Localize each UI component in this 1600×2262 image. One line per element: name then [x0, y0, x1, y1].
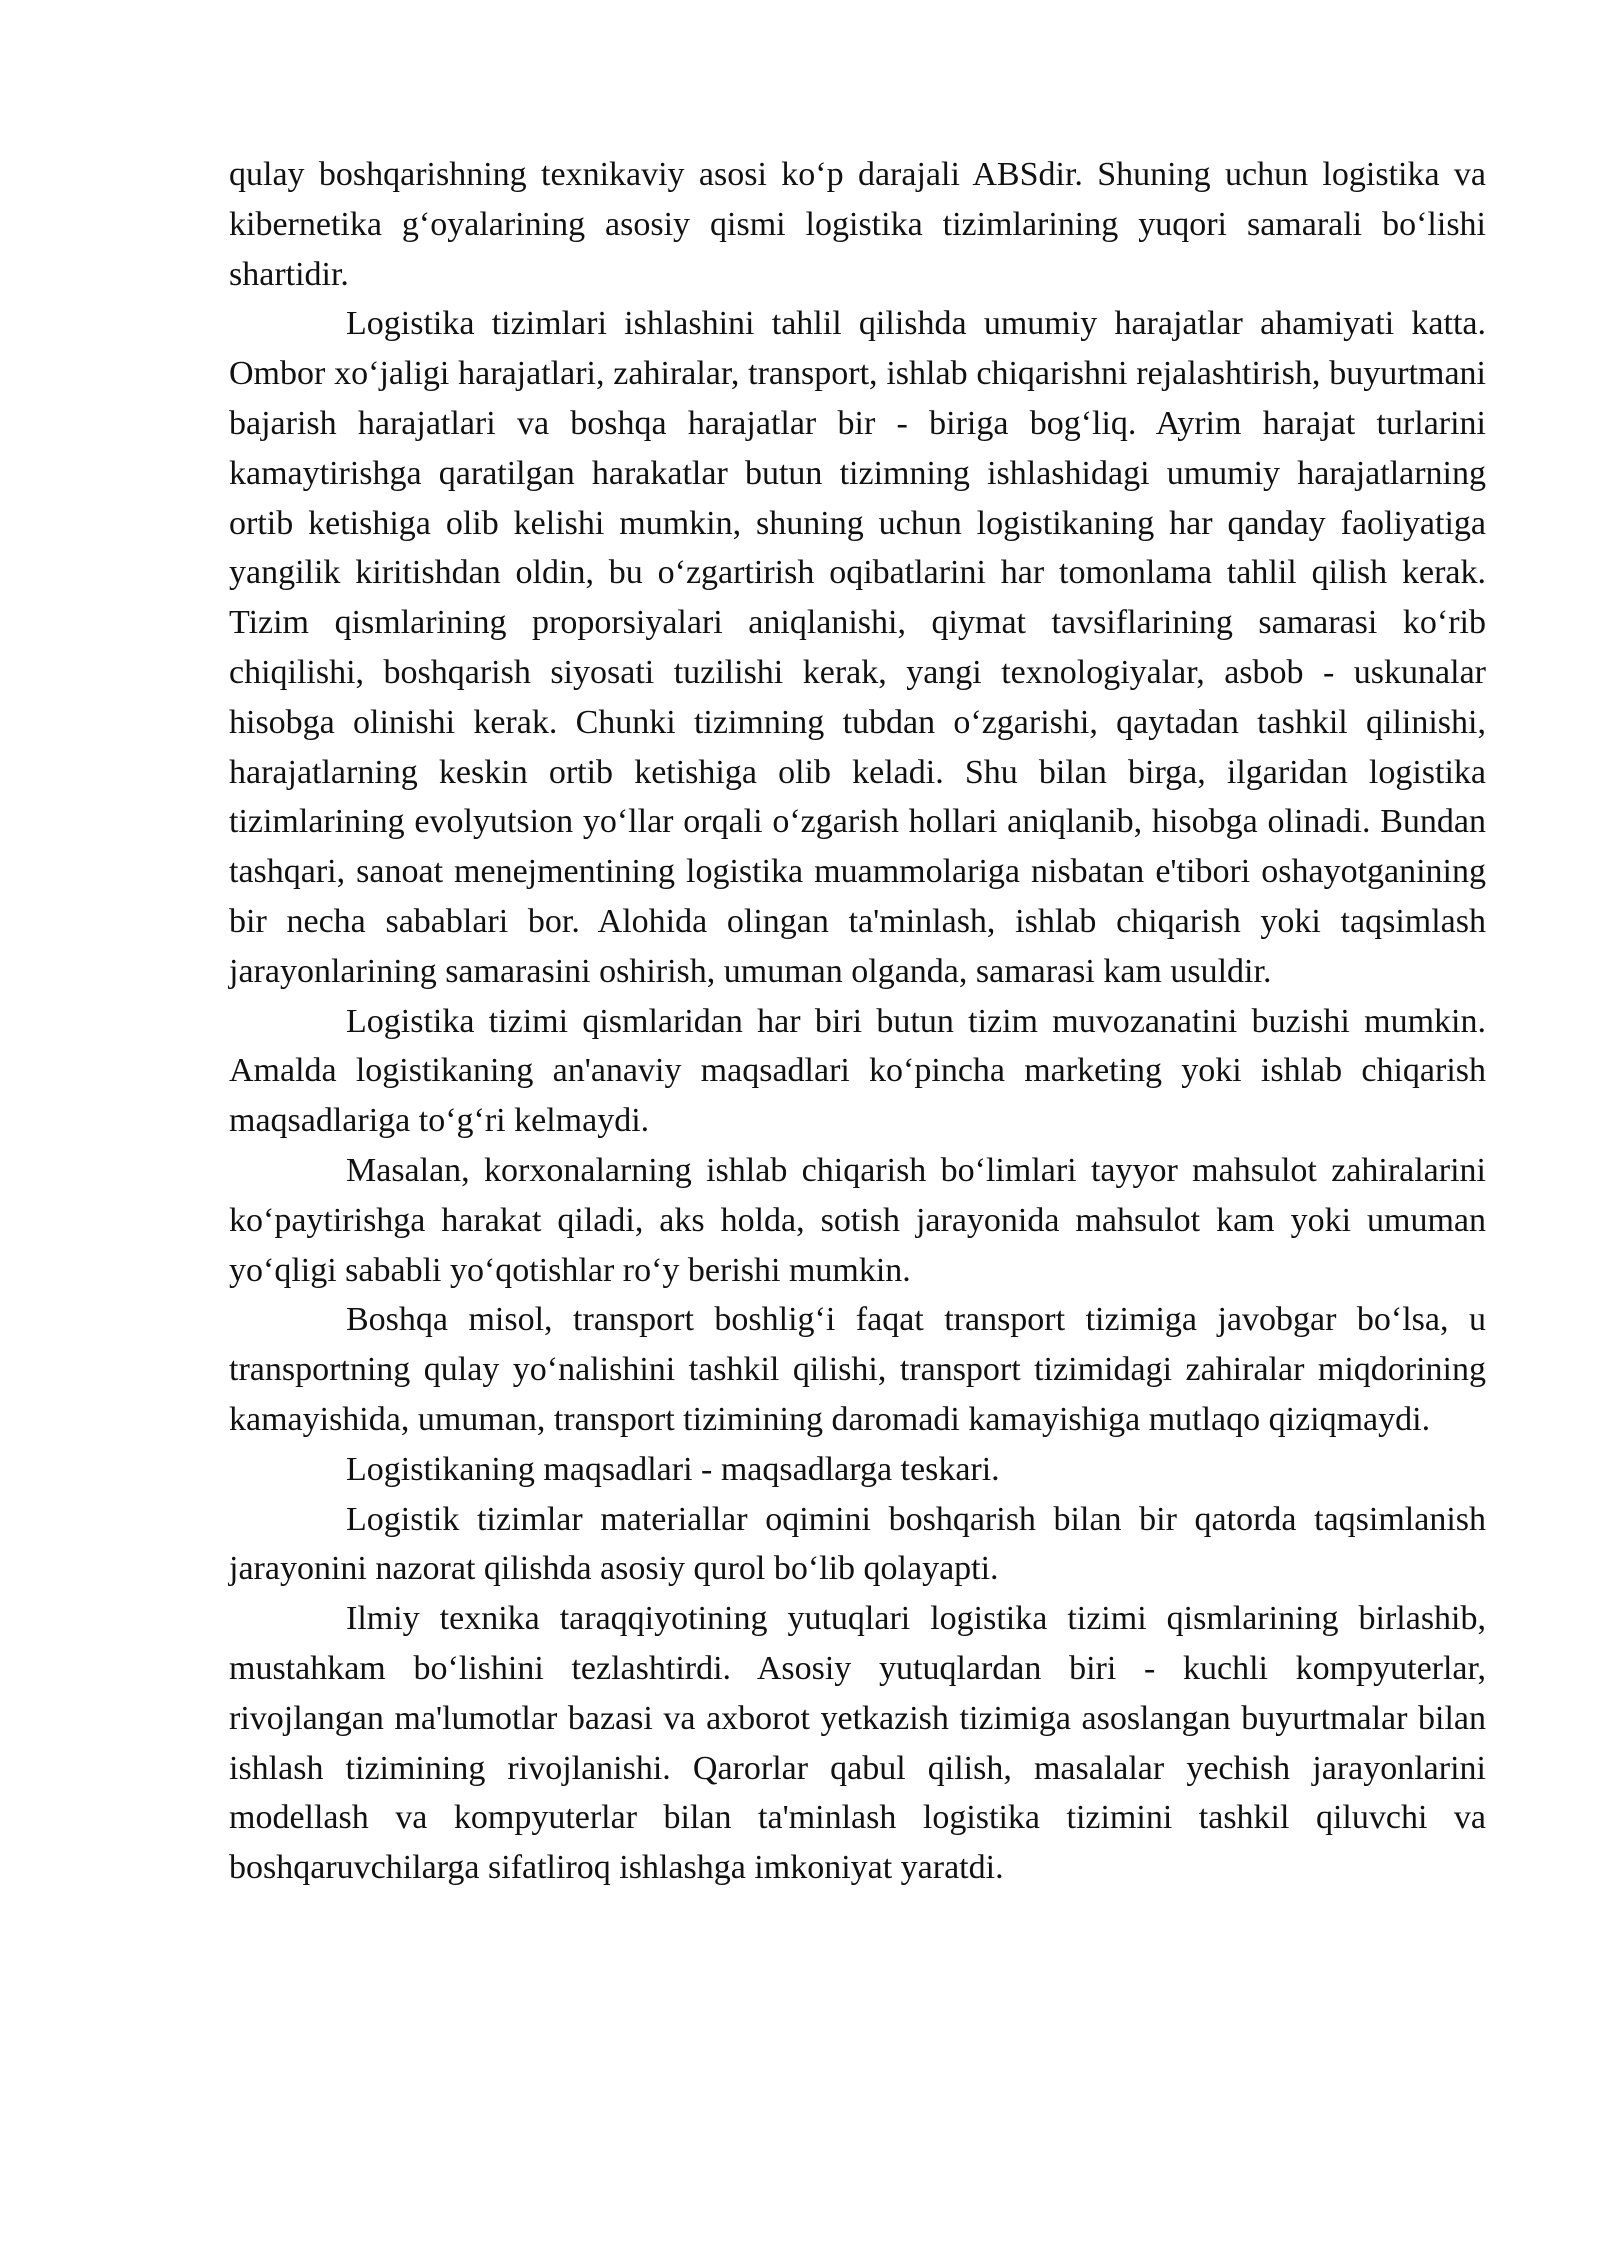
paragraph-example-production: Masalan, korxonalarning ishlab chiqarish bo‘limlari tayyor mahsulot zahiralarini ko‘paytirishga harakat qiladi, aks holda, sotish jarayonida mahsulot kam yoki umuman yo‘qligi sababli yo‘qotishlar ro‘y berishi mumkin.: [229, 1151, 1486, 1289]
paragraph-logistic-systems: Logistik tizimlar materiallar oqimini boshqarish bilan bir qatorda taqsimlanish jarayonini nazorat qilishda asosiy qurol bo‘lib qolayapti.: [229, 1500, 1486, 1588]
document-body: [229, 150, 1486, 1893]
paragraph-total-costs: Logistika tizimlari ishlashini tahlil qilishda umumiy harajatlar ahamiyati katta. Ombor xo‘jaligi harajatlari, zahiralar, transport, ishlab chiqarishni rejalashtirish, buyurtmani bajarish harajatlari va boshqa harajatlar bir - biriga bog‘liq. Ayrim harajat turlarini kamaytirishga qaratilgan harakatlar butun tizimning ishlashidagi umumiy harajatlarning ortib ketishiga olib kelishi mumkin, shuning uchun logistikaning har qanday faoliyatiga yangilik kiritishdan oldin, bu o‘zgartirish oqibatlarini har tomonlama tahlil qilish kerak. Tizim qismlarining proporsiyalari aniqlanishi, qiymat tavsiflarining samarasi ko‘rib chiqilishi, boshqarish siyosati tuzilishi kerak, yangi texnologiyalar, asbob - uskunalar hisobga olinishi kerak. Chunki tizimning tubdan o‘zgarishi, qaytadan tashkil qilinishi, harajatlarning keskin ortib ketishiga olib keladi. Shu bilan birga, ilgaridan logistika tizimlarining evolyutsion yo‘llar orqali o‘zgarish hollari aniqlanib, hisobga olinadi. Bundan tashqari, sanoat menejmentining logistika muammolariga nisbatan e'tibori oshayotganining bir necha sabablari bor. Alohida olingan ta'minlash, ishlab chiqarish yoki taqsimlash jarayonlarining samarasini oshirish, umuman olganda, samarasi kam usuldir.: [229, 305, 1486, 990]
paragraph-continuation: qulay boshqarishning texnikaviy asosi ko‘p darajali ABSdir. Shuning uchun logistika va kibernetika g‘oyalarining asosiy qismi logistika tizimlarining yuqori samarali bo‘lishi shartidir.: [229, 156, 1486, 293]
paragraph-scientific-progress: Ilmiy texnika taraqqiyotining yutuqlari logistika tizimi qismlarining birlashib, mustahkam bo‘lishini tezlashtirdi. Asosiy yutuqlardan biri - kuchli kompyuterlar, rivojlangan ma'lumotlar bazasi va axborot yetkazish tizimiga asoslangan buyurtmalar bilan ishlash tizimining rivojlanishi. Qarorlar qabul qilish, masalalar yechish jarayonlarini modellash va kompyuterlar bilan ta'minlash logistika tizimini tashkil qiluvchi va boshqaruvchilarga sifatliroq ishlashga imkoniyat yaratdi.: [229, 1600, 1486, 1887]
paragraph-logistics-goals: Logistikaning maqsadlari - maqsadlarga teskari.: [346, 1450, 1000, 1488]
paragraph-system-balance: Logistika tizimi qismlaridan har biri butun tizim muvozanatini buzishi mumkin. Amalda logistikaning an'anaviy maqsadlari ko‘pincha marketing yoki ishlab chiqarish maqsadlariga to‘g‘ri kelmaydi.: [229, 1002, 1486, 1140]
paragraph-example-transport: Boshqa misol, transport boshlig‘i faqat transport tizimiga javobgar bo‘lsa, u transportning qulay yo‘nalishini tashkil qilishi, transport tizimidagi zahiralar miqdorining kamayishida, umuman, transport tizimining daromadi kamayishiga mutlaqo qiziqmaydi.: [229, 1301, 1486, 1438]
